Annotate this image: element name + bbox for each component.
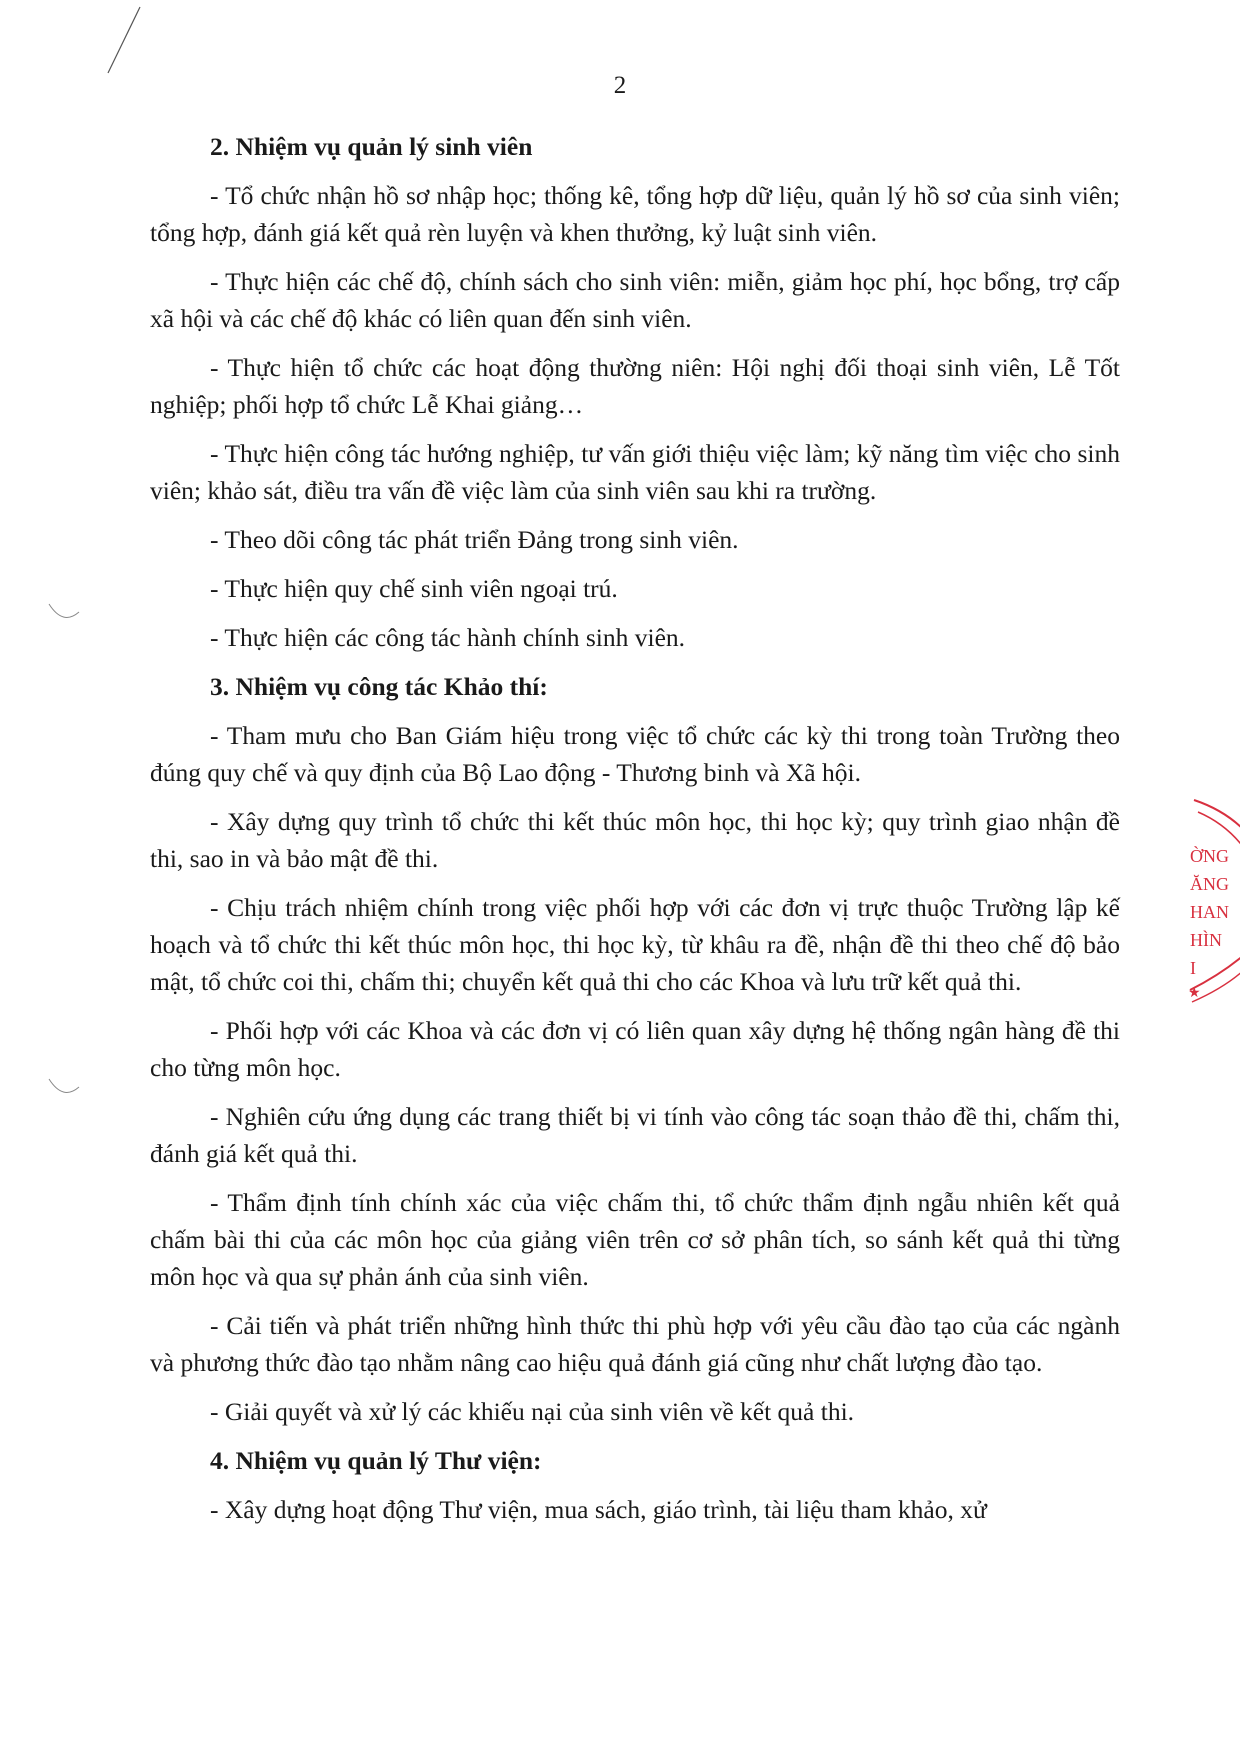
paragraph: - Thực hiện các công tác hành chính sinh viên. [210, 623, 686, 652]
paragraph: - Thực hiện quy chế sinh viên ngoại trú. [210, 574, 618, 603]
section-heading: 4. Nhiệm vụ quản lý Thư viện: [210, 1446, 542, 1475]
paragraph: - Chịu trách nhiệm chính trong việc phối hợp với các đơn vị trực thuộc Trường lập kế hoạch và tổ chức thi kết thúc môn học, thi học kỳ, từ khâu ra đề, nhận đề thi theo chế độ bảo mật, tổ chức coi thi, chấm thi; chuyển kết quả thi cho các Khoa và lưu trữ kết quả thi. [150, 893, 1120, 996]
section-heading: 2. Nhiệm vụ quản lý sinh viên [210, 132, 533, 161]
paragraph: - Phối hợp với các Khoa và các đơn vị có liên quan xây dựng hệ thống ngân hàng đề thi cho từng môn học. [150, 1016, 1120, 1082]
paragraph: - Thẩm định tính chính xác của việc chấm thi, tổ chức thẩm định ngẫu nhiên kết quả chấm bài thi của các môn học của giảng viên trên cơ sở phân tích, so sánh kết quả thi từng môn học và qua sự phản ánh của sinh viên. [150, 1188, 1120, 1291]
paragraph: - Xây dựng quy trình tổ chức thi kết thúc môn học, thi học kỳ; quy trình giao nhận đề thi, sao in và bảo mật đề thi. [150, 807, 1120, 873]
svg-text:★: ★ [1188, 985, 1201, 1001]
paragraph: - Tham mưu cho Ban Giám hiệu trong việc tổ chức các kỳ thi trong toàn Trường theo đúng quy chế và quy định của Bộ Lao động - Thương binh và Xã hội. [150, 721, 1120, 787]
paragraph: - Thực hiện tổ chức các hoạt động thường niên: Hội nghị đối thoại sinh viên, Lễ Tốt nghiệp; phối hợp tổ chức Lễ Khai giảng… [150, 353, 1120, 419]
document-body [150, 128, 1120, 1540]
paragraph: - Cải tiến và phát triển những hình thức thi phù hợp với yêu cầu đào tạo của các ngành và phương thức đào tạo nhằm nâng cao hiệu quả đánh giá cũng như chất lượng đào tạo. [150, 1311, 1120, 1377]
official-stamp [1184, 790, 1240, 1030]
page-number: 2 [613, 72, 627, 99]
paragraph: - Nghiên cứu ứng dụng các trang thiết bị vi tính vào công tác soạn thảo đề thi, chấm thi, đánh giá kết quả thi. [150, 1102, 1120, 1168]
paragraph: - Thực hiện các chế độ, chính sách cho sinh viên: miễn, giảm học phí, học bổng, trợ cấp xã hội và các chế độ khác có liên quan đến sinh viên. [150, 267, 1120, 333]
section-heading: 3. Nhiệm vụ công tác Khảo thí: [210, 672, 548, 701]
paragraph: - Theo dõi công tác phát triển Đảng trong sinh viên. [210, 525, 739, 554]
paragraph: - Xây dựng hoạt động Thư viện, mua sách, giáo trình, tài liệu tham khảo, xử [210, 1495, 987, 1524]
paragraph: - Giải quyết và xử lý các khiếu nại của sinh viên về kết quả thi. [210, 1397, 855, 1426]
punch-hole-mark [45, 1075, 85, 1105]
stamp-text: ỜNG ĂNG HAN HÌN I [1190, 846, 1229, 978]
punch-hole-mark [45, 600, 85, 630]
paragraph: - Tổ chức nhận hồ sơ nhập học; thống kê, tổng hợp dữ liệu, quản lý hồ sơ của sinh viên; tổng hợp, đánh giá kết quả rèn luyện và khen thưởng, kỷ luật sinh viên. [150, 181, 1120, 247]
paragraph: - Thực hiện công tác hướng nghiệp, tư vấn giới thiệu việc làm; kỹ năng tìm việc cho sinh viên; khảo sát, điều tra vấn đề việc làm của sinh viên sau khi ra trường. [150, 439, 1120, 505]
